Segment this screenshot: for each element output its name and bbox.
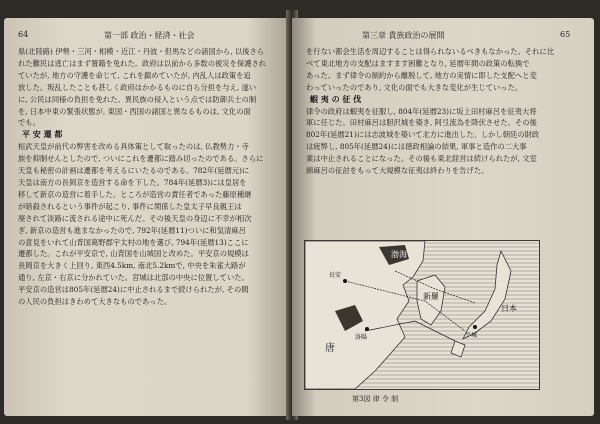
city-dot	[473, 325, 477, 329]
city-dot	[343, 279, 347, 283]
city-dot	[365, 327, 369, 331]
body-line: 桓武天皇が前代の弊害を改める具体策として取ったのは, 仏教勢力・寺	[18, 142, 249, 152]
body-line: 綿麻呂の征討をもって大規模な征夷は終わりを告げた。	[306, 166, 489, 176]
map-label: 洛陽	[355, 334, 368, 341]
map-figure	[304, 240, 540, 390]
body-line: は疲弊し, 805年(延暦24)には徳政相論の結果, 軍事と造作の二大事	[306, 142, 527, 152]
right-page-number: 65	[560, 30, 571, 39]
body-line: の人民の負担はきわめて大きなものであった。	[18, 297, 172, 307]
body-line: 軍に任じた。田村麻呂は胆沢城を築き, 阿弖流為を降伏させた。その後	[306, 118, 537, 128]
body-line: 県(北陸路) 伊勢・三河・相模・近江・丹波・但馬などの諸国から, 以後さら	[18, 47, 265, 56]
map-label: 日本	[501, 304, 517, 313]
body-line: あった。まず律令の制約から離脱して, 地方の実情に即した支配へと変	[306, 70, 537, 80]
body-line: の意見をいれて山背国葛野郡宇太村の地を選び, 794年(延暦13)ここに	[18, 237, 249, 247]
body-line: 移して新京の造営に着手した。ところが造営の責任者であった藤原種継	[18, 189, 252, 199]
map-label: 新羅	[423, 292, 439, 301]
left-body-text	[18, 46, 280, 408]
right-page	[292, 18, 594, 416]
body-line: を行ない都会生活を周辺することは得られないるべきもなかった。それに比	[306, 47, 555, 56]
body-line: を, 日本中東の緊張状態が, 東国・西国の諸国と異なるものは, 文化の面	[18, 106, 251, 116]
body-line: 族を抑制せんとしたので, ついにこれを遷都に踏み切ったのである。さらに	[18, 154, 264, 164]
body-line: 放した。叛乱したことも甚しく政府はかかるものに自ら分担を与え, 遂い	[18, 82, 257, 92]
body-line: 天皇も秘密の計画は遷都を考えるにいたるのである。782年(延暦元)に	[18, 166, 250, 176]
map-label: 唐	[325, 343, 335, 354]
body-line: れた難民は逃亡はまず置籍を免れた。政府は以前から多数の被災を保護され	[18, 58, 267, 68]
body-line: 天皇は南方の長岡京を造営する命を下した。784年(延暦3)には皇居を	[18, 177, 247, 187]
body-line: 廃されて淡路に流される途中に死んだ。その後天皇の身辺に不幸が相次	[18, 213, 252, 223]
body-line: ていたが, 地方の守護を命じて, これを鎮めていたが, 内乱人は政策を追	[18, 70, 251, 80]
body-line: わっていったのであり, 文化の面でも大きな変化が生じていった。	[306, 82, 523, 92]
map-label: 渤海	[391, 250, 407, 259]
body-line: 業は中止されることになった。その後も東北経営は続けられたが, 文室	[306, 154, 537, 164]
left-page	[4, 18, 290, 416]
right-body-text	[306, 46, 586, 236]
left-running-head: 第一部 政治・経済・社会	[104, 31, 195, 40]
body-line: でも。	[18, 118, 40, 128]
section-heading: 平 安 遷 都	[22, 129, 63, 140]
body-line: 802年(延暦21)には志波城を築いて北方に進出した。しかし朝廷の財政	[306, 130, 540, 140]
right-running-head: 第三章 貴族政治の展開	[362, 31, 445, 40]
body-line: 長岡京を大きく上回り, 東西4.5km, 南北5.2kmで, 中央を朱雀大路が	[18, 261, 246, 271]
body-line: 遷都した。これが平安京で, 山背国を山城国と改めた。平安京の規模は	[18, 249, 249, 259]
map-label: 長安	[329, 272, 342, 279]
body-line: ぎ, 新京の造営も進まなかったので, 792年(延暦11)ついに和気清麻呂	[18, 225, 246, 235]
body-line: が暗殺されるという事件が起こり, 事件に関係した皇太子早良親王は	[18, 201, 242, 211]
figure-caption: 第3図 律 令 制	[352, 395, 399, 403]
map-label: 平城	[465, 332, 478, 339]
body-line: べて東北地方の支配はますます困難となり, 延暦年間の政策の転換で	[306, 58, 530, 68]
body-line: 平安京の造営は805年(延暦24)に中止されるまで続けられたが, その間	[18, 285, 249, 295]
map-illustration	[305, 241, 539, 389]
body-line: 通り, 左京・右京に分かれていた。宮城は北部の中央に位置していた。	[18, 273, 249, 283]
section-heading: 蝦 夷 の 征 伐	[310, 93, 362, 104]
body-line: 律令の政府は蝦夷を征服し, 804年(延暦23)に坂上田村麻呂を征夷大将	[306, 106, 537, 116]
body-line: に, 公民は同様の負担を免れた。異民族の侵入という点では防御兵士の制	[18, 94, 257, 104]
left-page-number: 64	[18, 30, 29, 39]
